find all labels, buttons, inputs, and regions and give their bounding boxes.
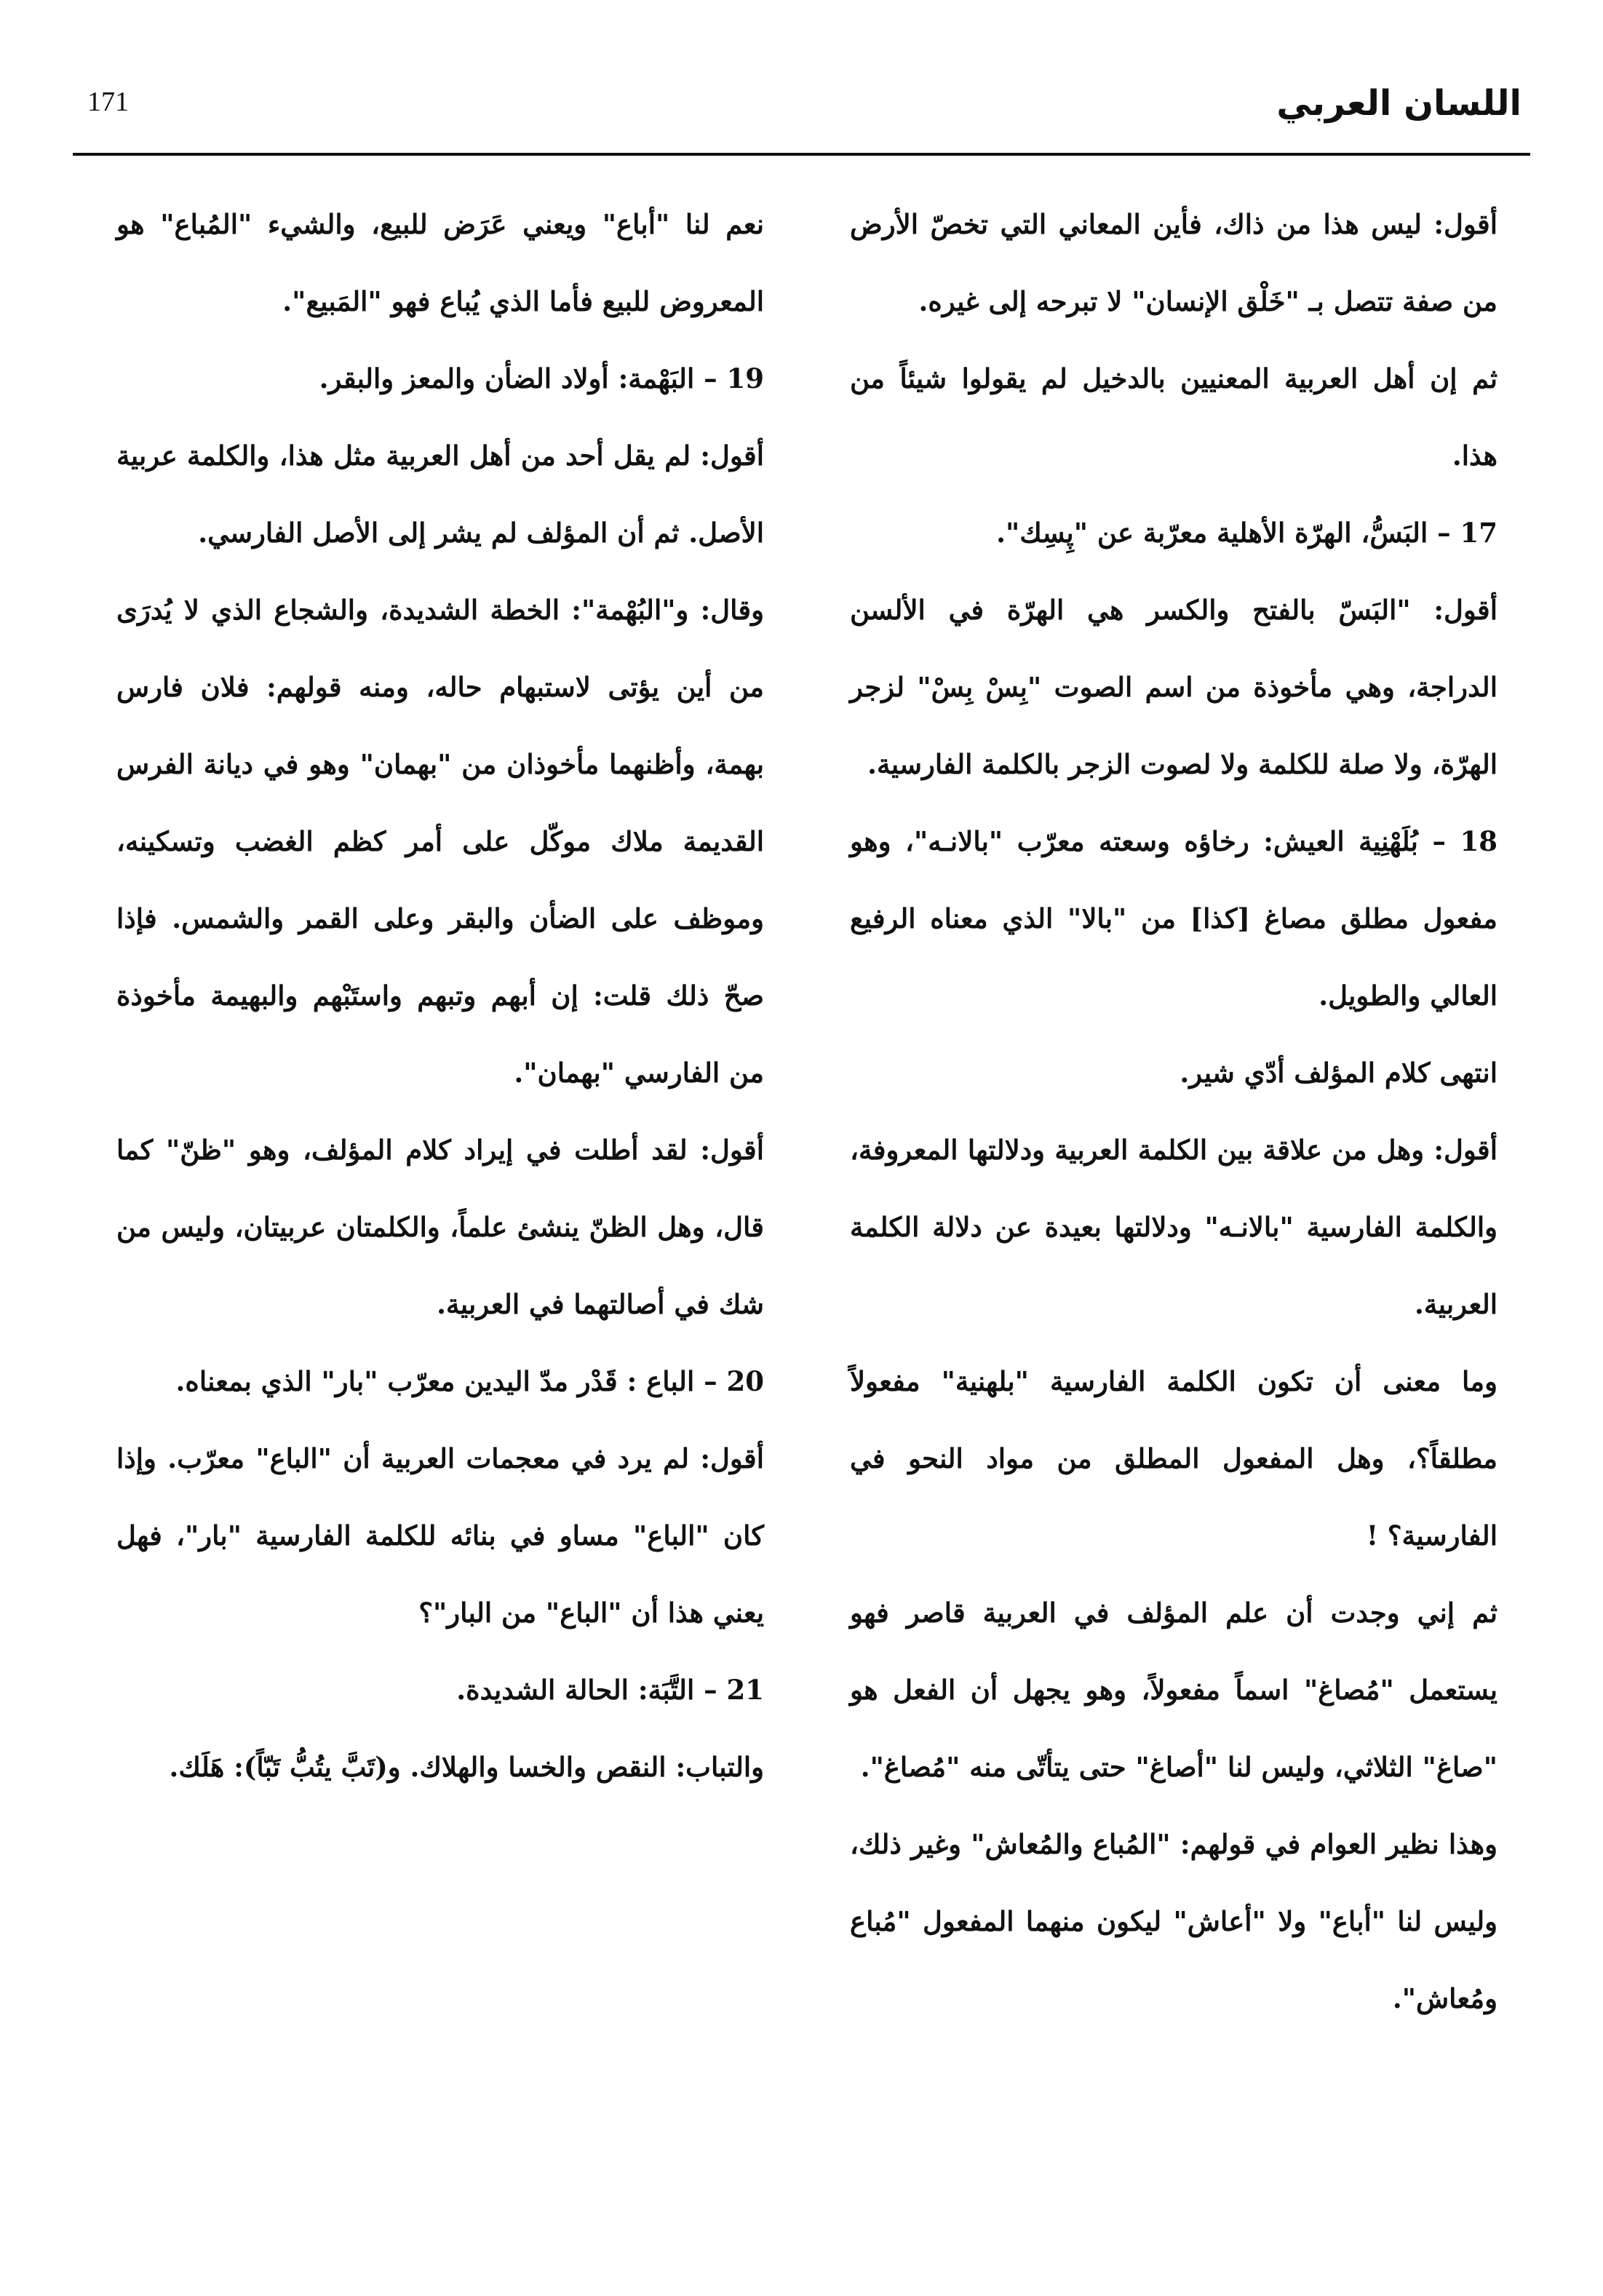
paragraph: ثم إن أهل العربية المعنيين بالدخيل لم يقولوا شيئاً من هذا. <box>850 362 1497 472</box>
paragraph: وما معنى أن تكون الكلمة الفارسية "بلهنية" مفعولاً مطلقاً؟، وهل المفعول المطلق من مواد النحو في الفارسية؟ ! <box>850 1365 1497 1552</box>
right-column <box>850 186 1497 2037</box>
paragraph: أقول: وهل من علاقة بين الكلمة العربية ودلالتها المعروفة، والكلمة الفارسية "بالانـه" ودلالتها بعيدة عن دلالة الكلمة العربية. <box>850 1134 1497 1320</box>
paragraph: وهذا نظير العوام في قولهم: "المُباع والمُعاش" وغير ذلك، وليس لنا "أباع" ولا "أعاش" ليكون منهما المفعول "مُباع ومُعاش". <box>850 1828 1497 2014</box>
paragraph: أقول: لم يرد في معجمات العربية أن "الباع" معرّب. وإذا كان "الباع" مساو في بنائه للكلمة الفارسية "بار"، فهل يعني هذا أن "الباع" من البار"؟ <box>116 1442 764 1629</box>
entry-heading-19: 19 – البَهْمة: أولاد الضأن والمعز والبقر. <box>319 362 764 394</box>
page-header <box>73 73 1530 156</box>
paragraph: أقول: ليس هذا من ذاك، فأين المعاني التي تخصّ الأرض من صفة تتصل بـ "خَلْق الإنسان" لا تبرحه إلى غيره. <box>850 208 1497 317</box>
entry-heading-17: 17 – البَسُّ، الهرّة الأهلية معرّبة عن "پِسِك". <box>996 517 1497 549</box>
paragraph: والتباب: النقص والخسا والهلاك. و(تَبَّ يتُبُّ تَبّاً): هَلَك. <box>169 1751 764 1783</box>
paragraph: ثم إني وجدت أن علم المؤلف في العربية قاصر فهو يستعمل "مُصاغ" اسماً مفعولاً، وهو يجهل أن الفعل هو "صاغ" الثلاثي، وليس لنا "أصاغ" حتى يتأتّى منه "مُصاغ". <box>850 1597 1497 1783</box>
paragraph: وقال: و"البُهْمة": الخطة الشديدة، والشجاع الذي لا يُدرَى من أين يؤتى لاستبهام حاله، ومنه قولهم: فلان فارس بهمة، وأظنهما مأخوذان من "بهمان" وهو في ديانة الفرس القديمة ملاك موكّل على أمر كظم الغضب وتسكينه، وموظف على الضأن والبقر وعلى القمر والشمس. فإذا صحّ ذلك قلت: إن أبهم وتبهم واستَبْهم والبهيمة مأخوذة من الفارسي "بهمان". <box>116 594 764 1089</box>
paragraph: أقول: "البَسّ بالفتح والكسر هي الهرّة في الألسن الدراجة، وهي مأخوذة من اسم الصوت "بِسْ بِسْ" لزجر الهرّة، ولا صلة للكلمة ولا لصوت الزجر بالكلمة الفارسية. <box>850 594 1497 780</box>
paragraph: نعم لنا "أباع" ويعني عَرَض للبيع، والشيء "المُباع" هو المعروض للبيع فأما الذي يُباع فهو "المَبيع". <box>116 208 764 317</box>
entry-heading-21: 21 – التَّبَة: الحالة الشديدة. <box>456 1674 764 1706</box>
paragraph: انتهى كلام المؤلف أدّي شير. <box>1180 1057 1497 1089</box>
paragraph: أقول: لم يقل أحد من أهل العربية مثل هذا، والكلمة عربية الأصل. ثم أن المؤلف لم يشر إلى الأصل الفارسي. <box>116 440 764 549</box>
entry-heading-20: 20 – الباع : قَدْر مدّ اليدين معرّب "بار" الذي بمعناه. <box>175 1365 764 1397</box>
page-number: 171 <box>87 87 129 117</box>
paragraph: أقول: لقد أطلت في إيراد كلام المؤلف، وهو "ظنّ" كما قال، وهل الظنّ ينشئ علماً، والكلمتان عربيتان، وليس من شك في أصالتهما في العربية. <box>116 1134 764 1320</box>
journal-title: اللسان العربي <box>1276 83 1522 124</box>
left-column <box>116 186 764 1806</box>
entry-heading-18: 18 – بُلَهْنِية العيش: رخاؤه وسعته معرّب "بالانـه"، وهو مفعول مطلق مصاغ [كذا] من "بالا" الذي معناه الرفيع العالي والطويل. <box>850 825 1497 1012</box>
